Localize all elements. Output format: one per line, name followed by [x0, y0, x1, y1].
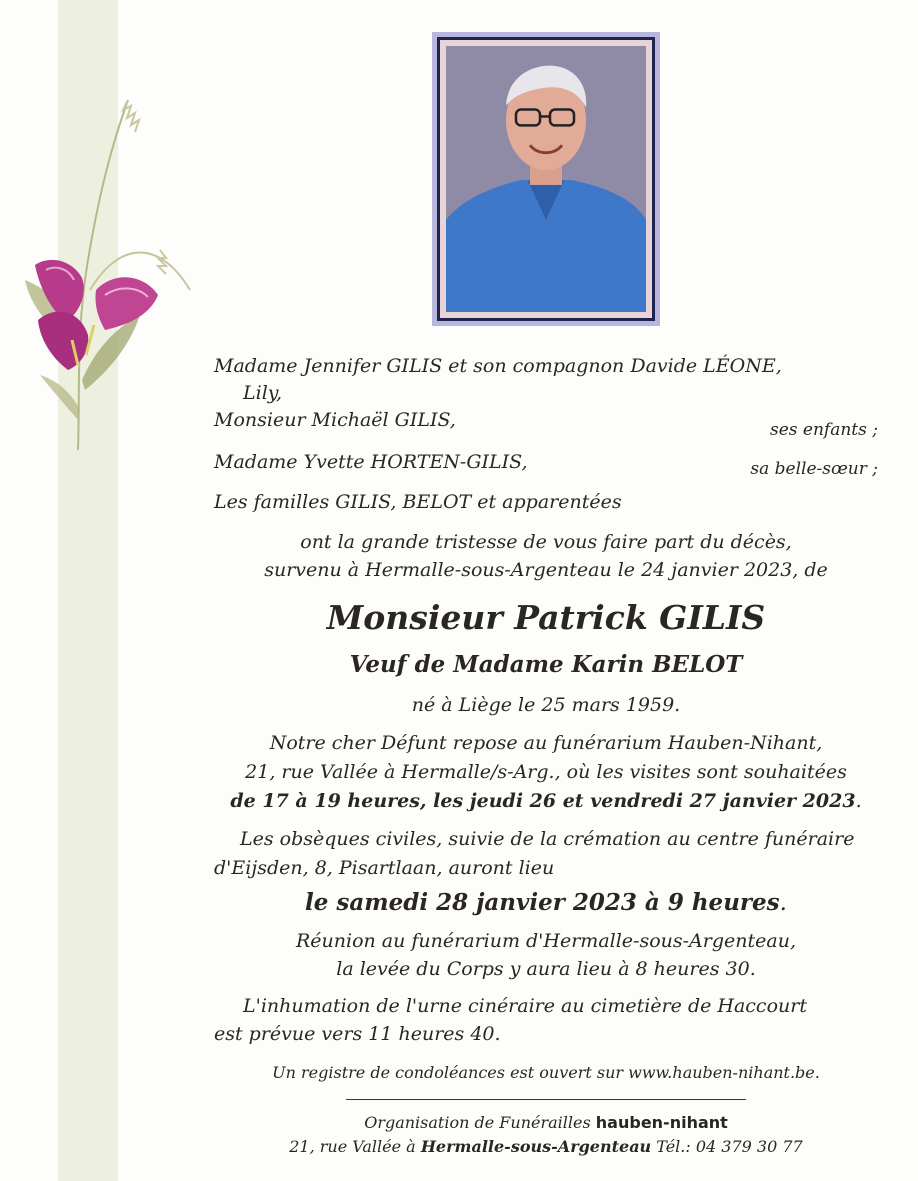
- footer-address: [214, 1135, 878, 1159]
- family-line-2: Lily,: [243, 382, 283, 404]
- ceremony-date: [214, 888, 878, 918]
- gathering-line-1: Réunion au funérarium d'Hermalle-sous-Argenteau,: [295, 930, 796, 952]
- registry-notice: Un registre de condoléances est ouvert sur www.hauben-nihant.be.: [272, 1063, 820, 1082]
- footer-divider: [346, 1099, 746, 1100]
- visitation-line-1: Notre cher Défunt repose au funérarium Hauben-Nihant,: [269, 732, 823, 754]
- visitation-times-text: de 17 à 19 heures, les jeudi 26 et vendredi 27 janvier 2023: [230, 790, 856, 812]
- deceased-birth: né à Liège le 25 mars 1959.: [411, 694, 681, 716]
- footer-address-prefix: 21, rue Vallée à: [289, 1137, 416, 1156]
- family-role-children: ses enfants ;: [770, 420, 878, 440]
- visitation-times-end: .: [855, 790, 862, 812]
- burial-line-2: est prévue vers 11 heures 40.: [214, 1023, 501, 1045]
- calla-lily-illustration: [10, 90, 220, 470]
- portrait-frame: [432, 32, 660, 326]
- family-role-sister-in-law: sa belle-sœur ;: [750, 459, 878, 479]
- announcement-line-1: ont la grande tristesse de vous faire part du décès,: [300, 531, 792, 553]
- deceased-status: Veuf de Madame Karin BELOT: [349, 651, 743, 678]
- visitation-times: [214, 789, 878, 813]
- portrait-photo: [446, 46, 646, 312]
- announcement-line-2: survenu à Hermalle-sous-Argenteau le 24 janvier 2023, de: [264, 559, 828, 581]
- family-line-1: Madame Jennifer GILIS et son compagnon Davide LÉONE,: [214, 355, 782, 377]
- ceremony-date-text: le samedi 28 janvier 2023 à 9 heures: [305, 889, 780, 916]
- visitation-line-2: 21, rue Vallée à Hermalle/s-Arg., où les visites sont souhaitées: [245, 761, 847, 783]
- footer-org-prefix: Organisation de Funérailles: [364, 1113, 591, 1132]
- ceremony-line-1: Les obsèques civiles, suivie de la crémation au centre funéraire: [240, 828, 855, 850]
- gathering-line-2: la levée du Corps y aura lieu à 8 heures 30.: [336, 958, 756, 980]
- footer-organisation: [214, 1111, 878, 1135]
- family-line-3: Monsieur Michaël GILIS,: [214, 409, 456, 431]
- footer-address-city: Hermalle-sous-Argenteau: [420, 1137, 652, 1156]
- footer-phone: Tél.: 04 379 30 77: [656, 1137, 803, 1156]
- ceremony-date-end: .: [779, 890, 787, 916]
- family-line-5: Les familles GILIS, BELOT et apparentées: [214, 491, 622, 513]
- burial-line-1: L'inhumation de l'urne cinéraire au cimetière de Haccourt: [243, 995, 807, 1017]
- footer-brand-logo: hauben-nihant: [595, 1113, 728, 1132]
- family-line-4: Madame Yvette HORTEN-GILIS,: [214, 451, 528, 473]
- ceremony-line-2: d'Eijsden, 8, Pisartlaan, auront lieu: [214, 857, 555, 879]
- deceased-name: Monsieur Patrick GILIS: [326, 598, 766, 637]
